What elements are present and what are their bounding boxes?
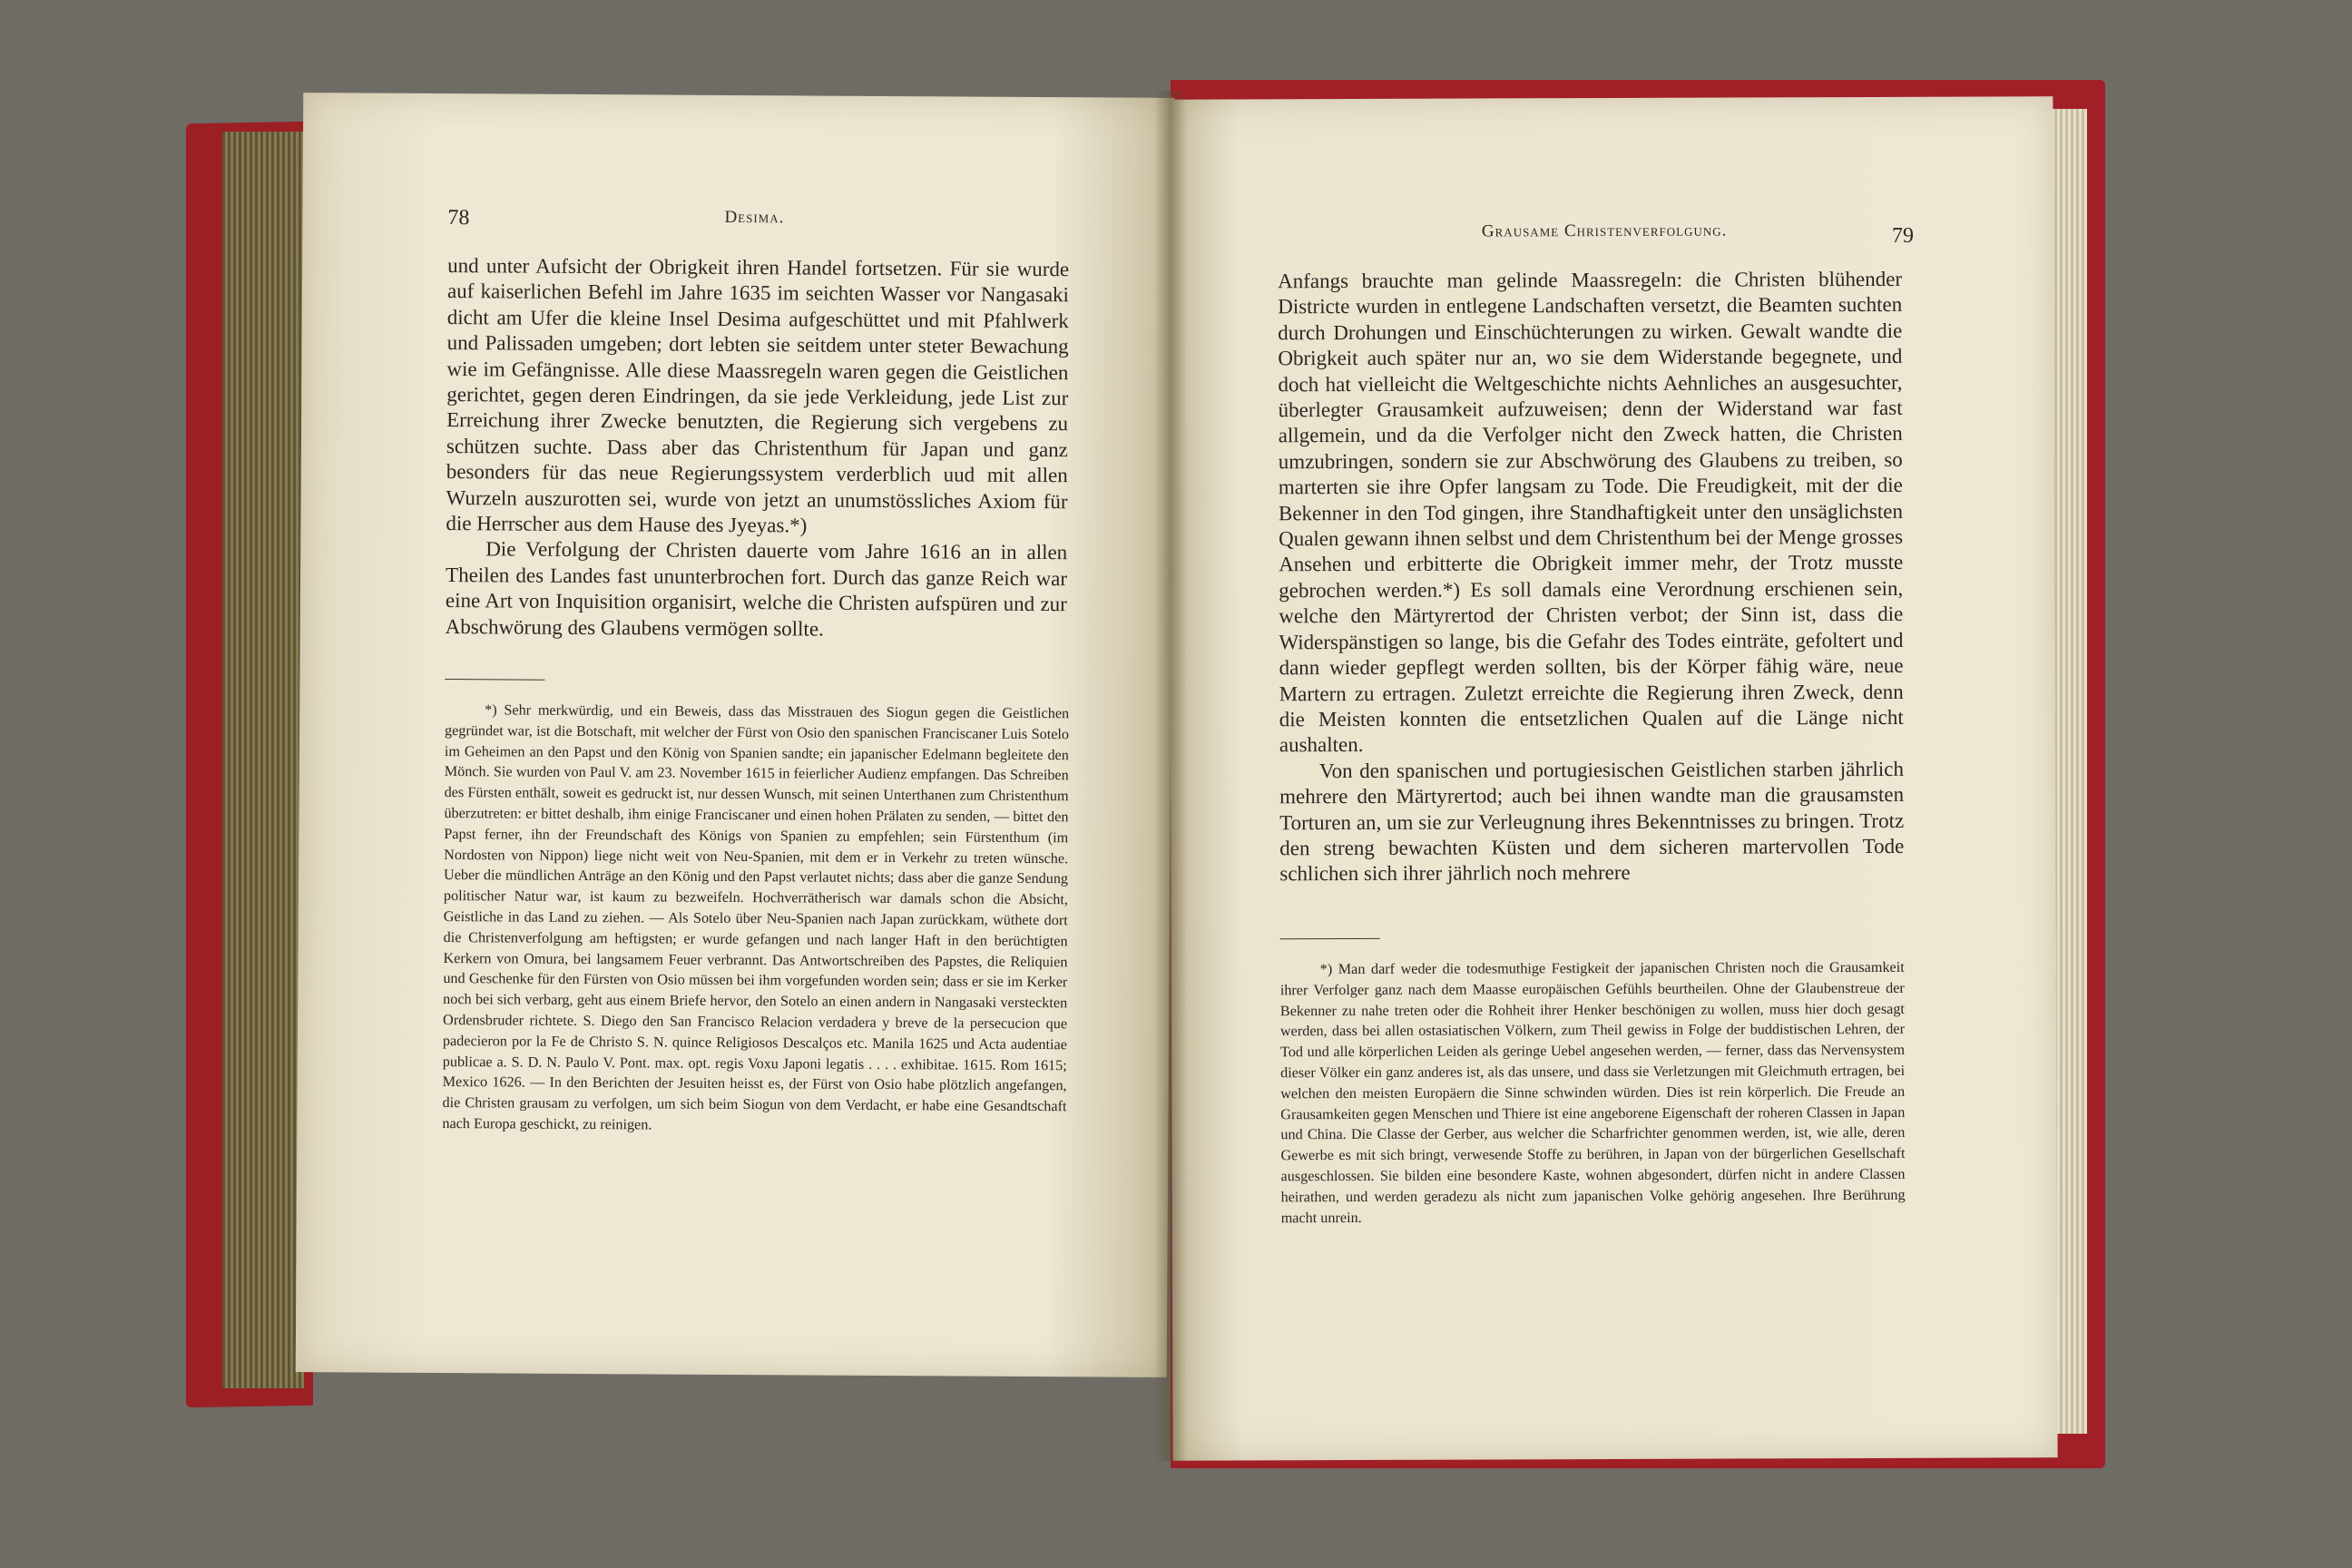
- right-footnote-text: *) Man darf weder die todesmuthige Festigkeit der japanischen Christen noch die Grausamkeit ihrer Verfolger ganz nach dem Maasse europäischen Gefühls beurtheilen. Ohne der Glaubenstreue der Bekenner zu nahe treten oder die Rohheit ihrer Henker beschönigen zu wollen, muss hier doch gesagt werden, dass bei allen ostasiatischen Völkern, zum Theil gewiss in Folge der buddistischen Lehren, der Tod und alle körperlichen Leiden als geringe Uebel angesehen werden, — ferner, dass das Nervensystem dieser Völker ein ganz anderes ist, als das unsere, und dass sie Verletzungen mit Gleichmuth ertragen, bei welchen den meisten Europäern die Sinne schwinden würden. Dies ist rein körperlich. Die Freude an Grausamkeiten gegen Menschen und Thiere ist eine angeborene Eigenschaft der roheren Classen in Japan und China. Die Classe der Gerber, aus welcher die Scharfrichter genommen werden, ist, wie alle, deren Gewerbe es mit sich bringt, verwesende Stoffe zu berühren, in Japan von der bürgerlichen Gesellschaft ausgeschlossen. Sie bilden eine besondere Kaste, wohnen abgesondert, dürfen nicht in andere Classen heirathen, und werden geradezu als nicht zum japanischen Volke gehörig angesehen. Ihre Berührung macht unrein.: [1279, 958, 1906, 1226]
- running-head-left: Desima.: [724, 207, 785, 228]
- right-body-text: [1278, 267, 1904, 887]
- right-paragraph-1: Anfangs brauchte man gelinde Maassregeln: die Christen blühender Districte wurden in entlegene Landschaften versetzt, die Beamten suchten durch Drohungen und Einschüchterungen zu wirken. Gewalt wandte die Obrigkeit auch später nur an, wo sie dem Widerstande begegnete, und doch hat vielleicht die Weltgeschichte nichts Aehnliches an ausgesuchter, überlegter Grausamkeit aufzuweisen; denn der Widerstand war fast allgemein, und da die Verfolger nicht den Zweck hatten, die Christen umzubringen, sondern sie zur Abschwörung des Glaubens zu treiben, so marterten sie ihre Opfer langsam zu Tode. Die Freudigkeit, mit der die Bekenner in den Tod gingen, ihre Standhaftigkeit unter den unsäglichsten Qualen gewann ihnen selbst und dem Christenthum bei der Menge grosses Ansehen und erbitterte die Obrigkeit immer mehr, der Trotz musste gebrochen werden.*) Es soll damals eine Verordnung erschienen sein, welche den Märtyrertod der Christen verbot; der Sinn ist, dass die Widerspänstigen so lange, bis die Gefahr des Todes einträte, gefoltert und dann wieder gepflegt werden sollten, bis der Körper fähig wäre, neue Martern zu ertragen. Zuletzt erreichte die Regierung ihren Zweck, denn die Meisten konnten die entsetzlichen Qualen auf die Länge nicht aushalten.: [1278, 267, 1904, 757]
- footnote-rule-right: [1280, 938, 1380, 939]
- right-footnote: [1280, 957, 1906, 1229]
- left-paragraph-1: und unter Aufsicht der Obrigkeit ihren Handel fortsetzen. Für sie wurde auf kaiserlichen Befehl im Jahre 1635 im seichten Wasser vor Nangasaki dicht am Ufer die kleine Insel Desima aufgeschüttet und mit Pfahlwerk und Palissaden umgeben; dort lebten sie seitdem unter steter Bewachung wie im Gefängnisse. Alle diese Maassregeln waren gegen die Geistlichen gerichtet, gegen deren Eindringen, da sie jede Verkleidung, jede List zur Erreichung ihrer Zwecke benutzten, die Regierung sich vergebens zu schützen suchte. Dass aber das Christenthum für Japan und ganz besonders für das neue Regierungssystem verderblich uud mit allen Wurzeln auszurotten sei, wurde von jetzt an unumstössliches Axiom für die Herrscher aus dem Hause des Jyeyas.*): [446, 254, 1070, 537]
- page-edges-left: [222, 132, 304, 1388]
- left-paragraph-2: Die Verfolgung der Christen dauerte vom Jahre 1616 an in allen Theilen des Landes fast ununterbrochen fort. Durch das ganze Reich war eine Art von Inquisition organisirt, welche die Christen aufspüren und zur Abschwörung des Glaubens vermögen sollte.: [445, 537, 1068, 641]
- left-footnote: [442, 700, 1069, 1138]
- page-number-left: 78: [447, 206, 470, 230]
- book-gutter: [1154, 91, 1187, 1461]
- page-number-right: 79: [1891, 223, 1914, 248]
- right-page: [1168, 96, 2057, 1460]
- left-body-text: [446, 253, 1070, 643]
- left-page: [296, 93, 1175, 1377]
- left-footnote-text: *) Sehr merkwürdig, und ein Beweis, dass das Misstrauen des Siogun gegen die Geistlichen gegründet war, ist die Botschaft, mit welcher der Fürst von Osio den spanischen Franciscaner Luis Sotelo im Geheimen an den Papst und den König von Spanien sandte; ein japanischer Edelmann begleitete den Mönch. Sie wurden von Paul V. am 23. November 1615 in feierlicher Audienz empfangen. Das Schreiben des Fürsten enthält, soweit es gedruckt ist, nur dessen Wunsch, mit seinen Unterthanen zum Christenthum überzutreten: er bittet deshalb, ihm einige Franciscaner und einen hohen Prälaten zu senden, — bittet den Papst ferner, ihn der Freundschaft des Königs von Spanien zu empfehlen; sein Fürstenthum (im Nordosten von Nippon) liege nicht weit von Neu-Spanien, mit dem er in Verkehr zu treten wünsche. Ueber die mündlichen Anträge an den König und den Papst verlautet nichts; dass aber die ganze Sendung politischer Natur war, ist kaum zu bezweifeln. Hochverrätherisch war damals schon die Absicht, Geistliche in das Land zu ziehen. — Als Sotelo über Neu-Spanien nach Japan zurückkam, wüthete dort die Christenverfolgung am heftigsten; er wurde gefangen und nach langer Haft in den berüchtigten Kerkern von Omura, bei langsamem Feuer verbrannt. Das Antwortschreiben des Papstes, die Reliquien und Geschenke für den Fürsten von Osio müssen bei ihm vorgefunden worden sein; dass er sie im Kerker noch bei sich verbarg, geht aus einem Briefe hervor, den Sotelo an einen andern in Nangasaki versteckten Ordensbruder richtete. S. Diego den San Francisco Relacion verdadera y breve de la persecucion que padecieron por la Fe de Christo S. N. quince Religiosos Descalços etc. Manila 1625 und Acta audentiae publicae a. S. D. N. Paulo V. Pont. max. opt. regis Voxu Japoni legatis . . . . exhibitae. 1615. Rom 1615; Mexico 1626. — In den Berichten der Jesuiten heisst es, der Fürst von Osio habe plötzlich angefangen, die Christen grausam zu verfolgen, um sich beim Siogun von dem Verdacht, er habe eine Gesandtschaft nach Europa geschickt, zu reinigen.: [442, 701, 1070, 1133]
- running-head-right: Grausame Christenverfolgung.: [1481, 220, 1728, 241]
- right-paragraph-2: Von den spanischen und portugiesischen Geistlichen starben jährlich mehrere den Märtyrertod; auch bei ihnen wandte man die grausamsten Torturen an, um sie zur Verleugnung ihres Bekenntnisses zu bringen. Trotz den streng bewachten Küsten und dem sicheren martervollen Tode schlichen sich ihrer jährlich noch mehrere: [1279, 757, 1905, 886]
- footnote-rule-left: [445, 679, 544, 681]
